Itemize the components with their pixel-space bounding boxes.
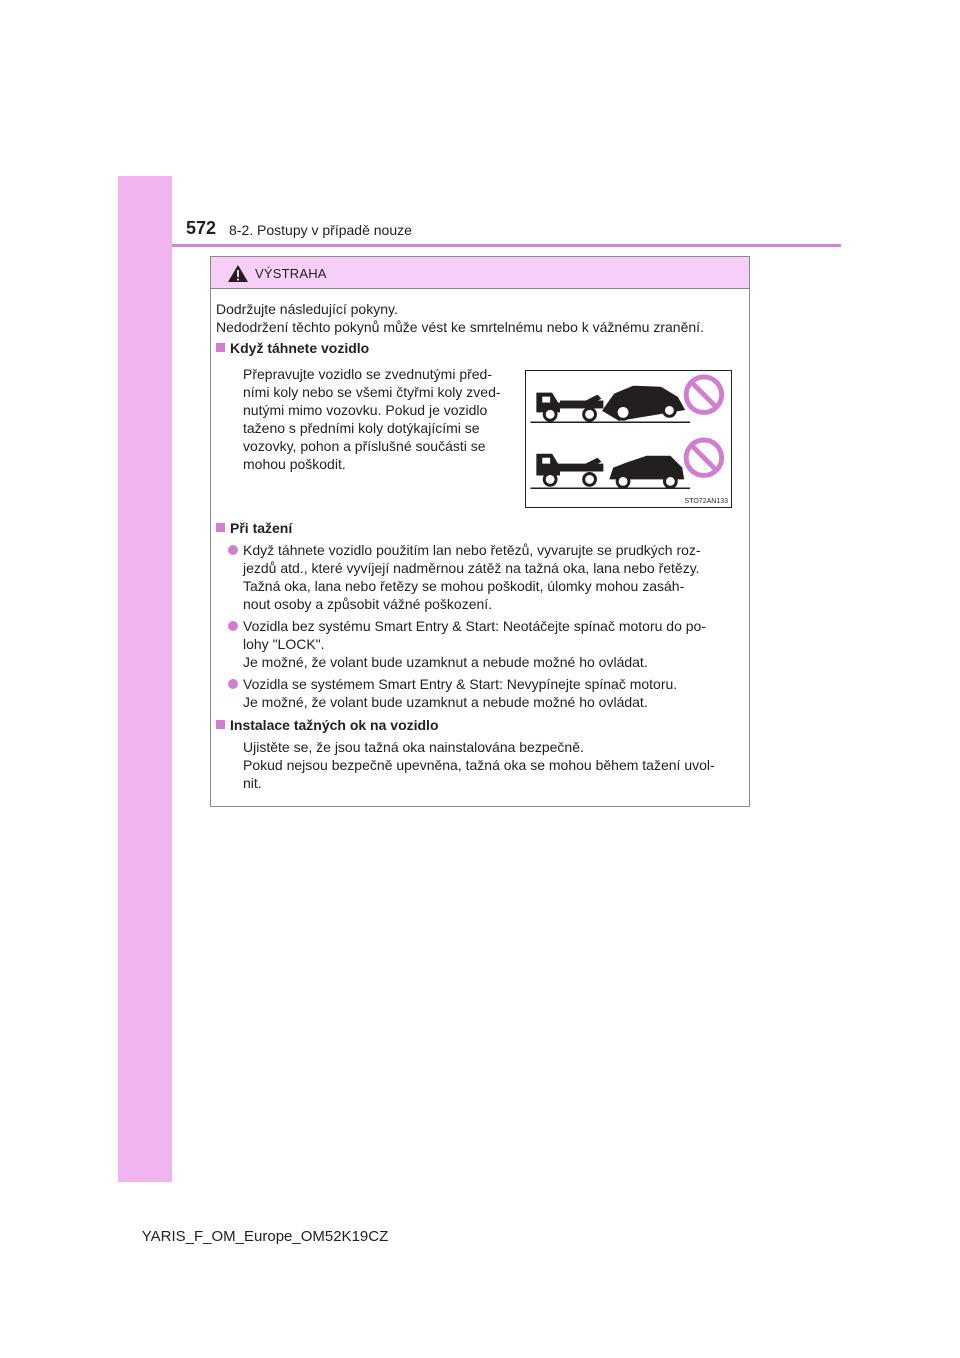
bullet-line: lohy "LOCK". — [243, 636, 325, 652]
lifted-car-upper — [600, 381, 686, 423]
towed-car-lower — [609, 456, 684, 488]
bullet-line: Když táhnete vozidlo použitím lan nebo řetězů, vyvarujte se prudkých roz- — [243, 542, 701, 558]
warning-header — [211, 257, 749, 289]
bullet-without-smart-entry — [243, 617, 743, 671]
section-marker — [216, 523, 225, 532]
towing-line: ními koly nebo se všemi čtyřmi koly zved- — [243, 384, 501, 400]
prohibition-icon — [686, 377, 721, 412]
warning-title: VÝSTRAHA — [255, 266, 327, 281]
bullet-line: nout osoby a způsobit vážné poškození. — [243, 596, 493, 612]
towing-illustration — [525, 370, 732, 508]
side-tab — [118, 176, 172, 1182]
warning-icon — [227, 264, 249, 283]
towing-prohibited-figure — [526, 371, 731, 507]
tow-eyelet-paragraph — [243, 738, 743, 792]
tow-eyelet-line: Ujistěte se, že jsou tažná oka nainstalována bezpečně. — [243, 739, 584, 755]
towing-paragraph — [243, 365, 505, 473]
towing-line: vozovky, pohon a příslušné součásti se — [243, 438, 486, 454]
towing-line: mohou poškodit. — [243, 456, 346, 472]
tow-eyelet-line: nit. — [243, 775, 262, 791]
tow-truck-lower — [536, 454, 603, 486]
bullet-line: jezdů atd., které vyvíjejí nadměrnou zátěž na tažná oka, lana nebo řetězy. — [243, 560, 700, 576]
towing-line: taženo s předními koly dotýkajícími se — [243, 420, 480, 436]
bullet-line: Je možné, že volant bude uzamknut a nebude možné ho ovládat. — [243, 694, 648, 710]
header-rule — [172, 244, 841, 247]
prohibition-icon — [686, 440, 721, 475]
section-heading-tow-eyelet: Instalace tažných ok na vozidlo — [230, 717, 439, 733]
page-number: 572 — [186, 218, 217, 238]
bullet-dot — [228, 545, 238, 555]
bullet-line: Tažná oka, lana nebo řetězy se mohou poškodit, úlomky mohou zasáh- — [243, 578, 685, 594]
section-heading-towing: Když táhnete vozidlo — [230, 340, 370, 356]
warning-intro-line-2: Nedodržení těchto pokynů může vést ke smrtelnému nebo k vážnému zranění. — [216, 319, 704, 335]
section-heading-during-towing: Při tažení — [230, 520, 293, 536]
bullet-ropes-chains — [243, 541, 743, 613]
section-marker — [216, 720, 225, 729]
figure-code: STO72AN133 — [684, 498, 728, 505]
towing-line: Přepravujte vozidlo se zvednutými před- — [243, 366, 493, 382]
tow-truck-upper — [536, 393, 603, 421]
section-marker — [216, 343, 225, 352]
bullet-line: Je možné, že volant bude uzamknut a nebude možné ho ovládat. — [243, 654, 648, 670]
towing-line: nutými mimo vozovku. Pokud je vozidlo — [243, 402, 488, 418]
document-code: YARIS_F_OM_Europe_OM52K19CZ — [141, 1228, 389, 1245]
bullet-line: Vozidla se systémem Smart Entry & Start: Nevypínejte spínač motoru. — [243, 676, 678, 692]
warning-intro-line-1: Dodržujte následující pokyny. — [216, 301, 398, 317]
section-title: 8-2. Postupy v případě nouze — [229, 222, 412, 238]
tow-eyelet-line: Pokud nejsou bezpečně upevněna, tažná oka se mohou během tažení uvol- — [243, 757, 715, 773]
bullet-dot — [228, 679, 238, 689]
bullet-with-smart-entry — [243, 675, 743, 711]
bullet-dot — [228, 621, 238, 631]
bullet-line: Vozidla bez systému Smart Entry & Start: Neotáčejte spínač motoru do po- — [243, 618, 706, 634]
